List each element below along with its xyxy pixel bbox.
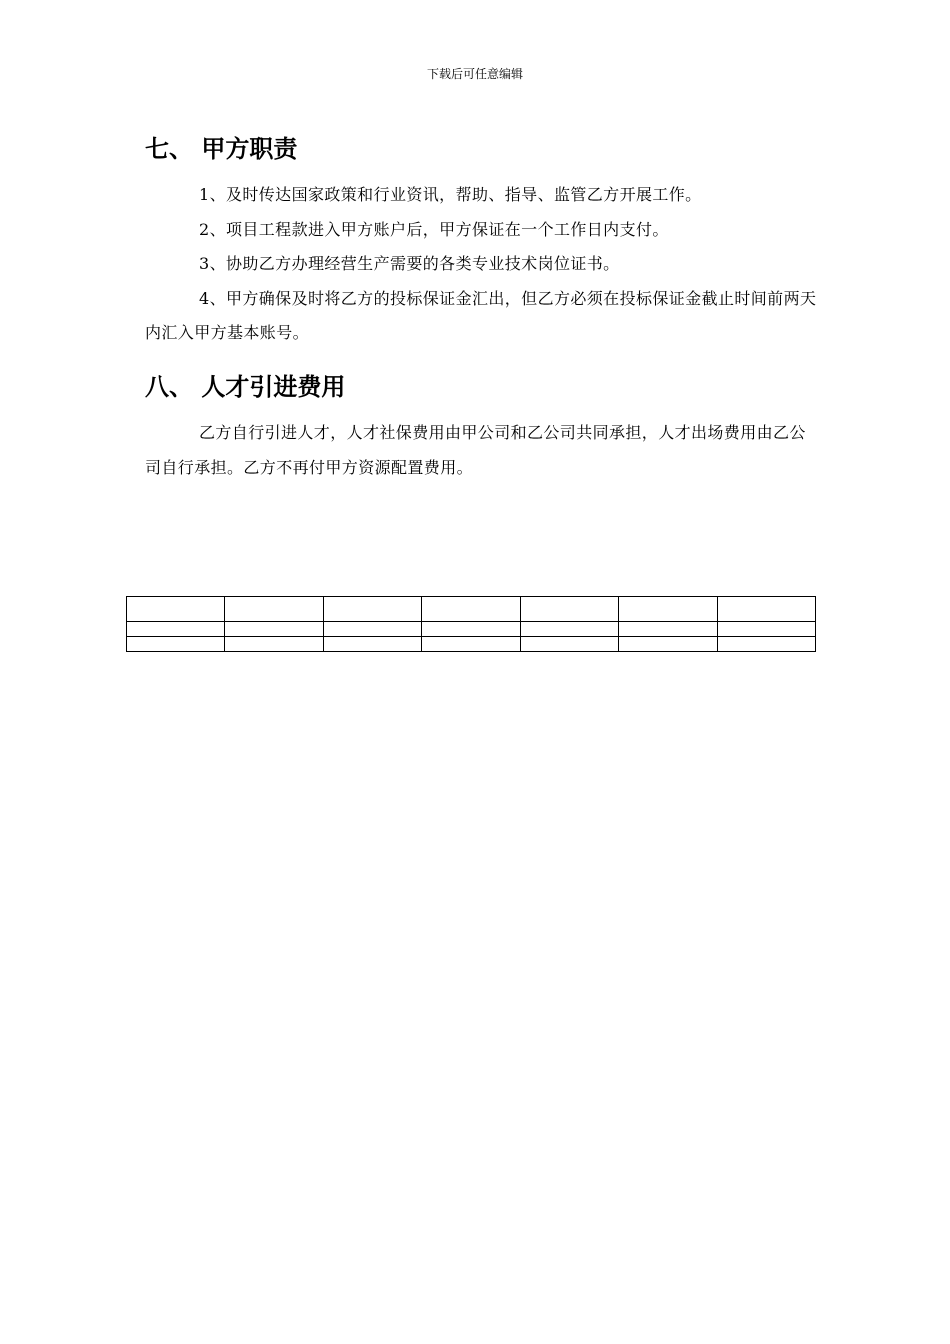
paragraph-list xyxy=(145,178,817,351)
table-cell xyxy=(225,622,323,637)
table-row xyxy=(127,622,816,637)
paragraph: 乙方自行引进人才，人才社保费用由甲公司和乙公司共同承担，人才出场费用由乙公司自行承担。乙方不再付甲方资源配置费用。 xyxy=(145,423,806,477)
blank-table xyxy=(126,596,816,652)
paragraph-list xyxy=(145,416,817,485)
section-talent-fees xyxy=(145,370,817,485)
table-cell xyxy=(323,622,421,637)
table-cell xyxy=(520,597,618,622)
table-row xyxy=(127,597,816,622)
table-row xyxy=(127,637,816,652)
table-cell xyxy=(619,597,717,622)
section-heading: 七、 甲方职责 xyxy=(145,135,298,163)
table-cell xyxy=(225,637,323,652)
table-cell xyxy=(717,622,815,637)
table-cell xyxy=(127,637,225,652)
table-cell xyxy=(127,597,225,622)
table-cell xyxy=(717,637,815,652)
section-heading: 八、 人才引进费用 xyxy=(145,373,346,401)
table-cell xyxy=(422,622,520,637)
table-cell xyxy=(619,637,717,652)
table-cell xyxy=(717,597,815,622)
paragraph: 2、项目工程款进入甲方账户后，甲方保证在一个工作日内支付。 xyxy=(199,219,669,239)
page-header: 下载后可任意编辑 xyxy=(426,67,523,81)
table-cell xyxy=(520,637,618,652)
table-cell xyxy=(422,597,520,622)
paragraph: 1、及时传达国家政策和行业资讯，帮助、指导、监管乙方开展工作。 xyxy=(199,185,702,204)
section-party-a-duties xyxy=(145,132,817,351)
table-cell xyxy=(323,597,421,622)
table-cell xyxy=(422,637,520,652)
paragraph: 3、协助乙方办理经营生产需要的各类专业技术岗位证书。 xyxy=(199,254,620,273)
table-cell xyxy=(619,622,717,637)
table-cell xyxy=(127,622,225,637)
table-cell xyxy=(225,597,323,622)
paragraph: 4、甲方确保及时将乙方的投标保证金汇出，但乙方必须在投标保证金截止时间前两天内汇入甲方基本账号。 xyxy=(145,288,817,342)
table-cell xyxy=(520,622,618,637)
table-cell xyxy=(323,637,421,652)
